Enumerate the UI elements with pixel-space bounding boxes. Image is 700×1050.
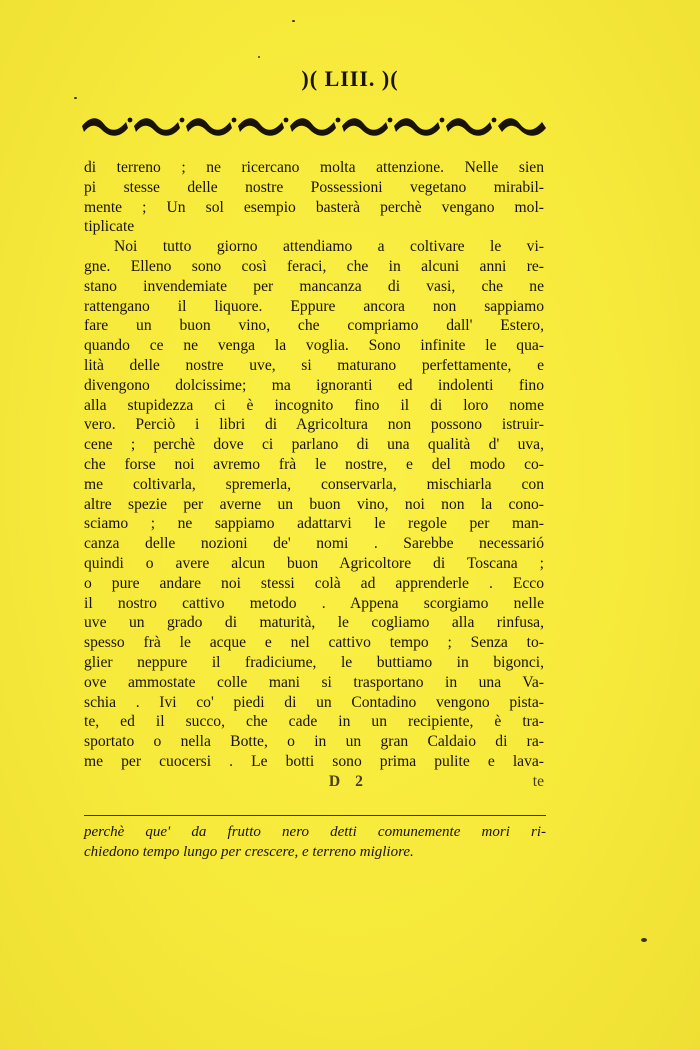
header-ornament-left: )( [301, 66, 319, 91]
text-line: spesso frà le acque e nel cattivo tempo ; Senza to- [84, 634, 544, 652]
text-line: sportato o nella Botte, o in un gran Caldaio di ra- [84, 733, 544, 751]
text-line: divengono dolcissime; ma ignoranti ed indolenti fino [84, 376, 544, 394]
text-line: vero. Perciò i libri di Agricoltura non possono istruir- [84, 416, 544, 434]
ink-speck [641, 938, 647, 942]
text-line: quando ce ne venga la voglia. Sono infinite le qua- [84, 337, 544, 355]
text-line: tiplicate [84, 218, 135, 236]
text-line: uve un grado di maturità, le cogliamo alla rinfusa, [84, 614, 544, 632]
text-line: Noi tutto giorno attendiamo a coltivare le vi- [114, 238, 544, 256]
footnote [84, 822, 546, 862]
signature-mark: D 2 [328, 772, 363, 790]
text-line: me per cuocersi . Le botti sono prima pulite e lava- [84, 752, 544, 770]
text-line: canza delle nozioni de' nomi . Sarebbe necessarió [84, 535, 544, 553]
text-line: ove ammostate colle mani si trasportano in una Va- [84, 673, 544, 691]
text-line: altre spezie per averne un buon vino, noi non la cono- [84, 495, 544, 513]
catchword: te [532, 772, 544, 790]
text-line: glier neppure il fradiciume, le buttiamo in bigonci, [84, 653, 544, 671]
page-number: LIII. [324, 66, 376, 91]
printer-ornament-band [82, 112, 550, 138]
signature-catchword-line [84, 772, 544, 792]
text-line: rattengano il liquore. Eppure ancora non sappiamo [84, 297, 544, 315]
text-line: cene ; perchè dove ci parlano di una qualità d' uva, [84, 436, 544, 454]
text-line: che forse noi avremo frà le nostre, e del modo co- [84, 455, 544, 473]
text-line: mente ; Un sol esempio basterà perchè vengano mol- [84, 198, 544, 216]
text-line: gne. Elleno sono così feraci, che in alcuni anni re- [84, 257, 544, 275]
text-line: lità delle nostre uve, si maturano perfettamente, e [84, 356, 544, 374]
ink-speck [258, 56, 260, 58]
text-line: me coltivarla, spremerla, conservarla, mischiarla con [84, 475, 544, 493]
text-line: quindi o avere alcun buon Agricoltore di Toscana ; [84, 554, 544, 572]
ink-speck [74, 97, 77, 99]
header-ornament-right: )( [381, 66, 399, 91]
running-header [0, 66, 700, 92]
text-line: o pure andare noi stessi colà ad apprenderle . Ecco [84, 574, 544, 592]
text-line: alla stupidezza ci è incognito fino il di loro nome [84, 396, 544, 414]
text-line: fare un buon vino, che compriamo dall' Estero, [84, 317, 544, 335]
text-line: di terreno ; ne ricercano molta attenzione. Nelle sien [84, 159, 544, 176]
footnote-rule [84, 815, 546, 816]
footnote-line: perchè que' da frutto nero detti comunemente mori ri- [84, 824, 546, 840]
footnote-line: chiedono tempo lungo per crescere, e terreno migliore. [84, 844, 414, 860]
text-line: il nostro cattivo metodo . Appena scorgiamo nelle [84, 594, 544, 612]
text-line: te, ed il succo, che cade in un recipiente, è tra- [84, 713, 544, 731]
text-line: schia . Ivi co' piedi di un Contadino vengono pista- [84, 693, 544, 711]
text-line: sciamo ; ne sappiamo adattarvi le regole per man- [84, 515, 544, 533]
ink-speck [292, 20, 295, 22]
text-line: stano invendemiate per mancanza di vasi, che ne [84, 277, 544, 295]
text-line: pi stesse delle nostre Possessioni vegetano mirabil- [84, 178, 544, 196]
main-text-block [84, 158, 544, 792]
